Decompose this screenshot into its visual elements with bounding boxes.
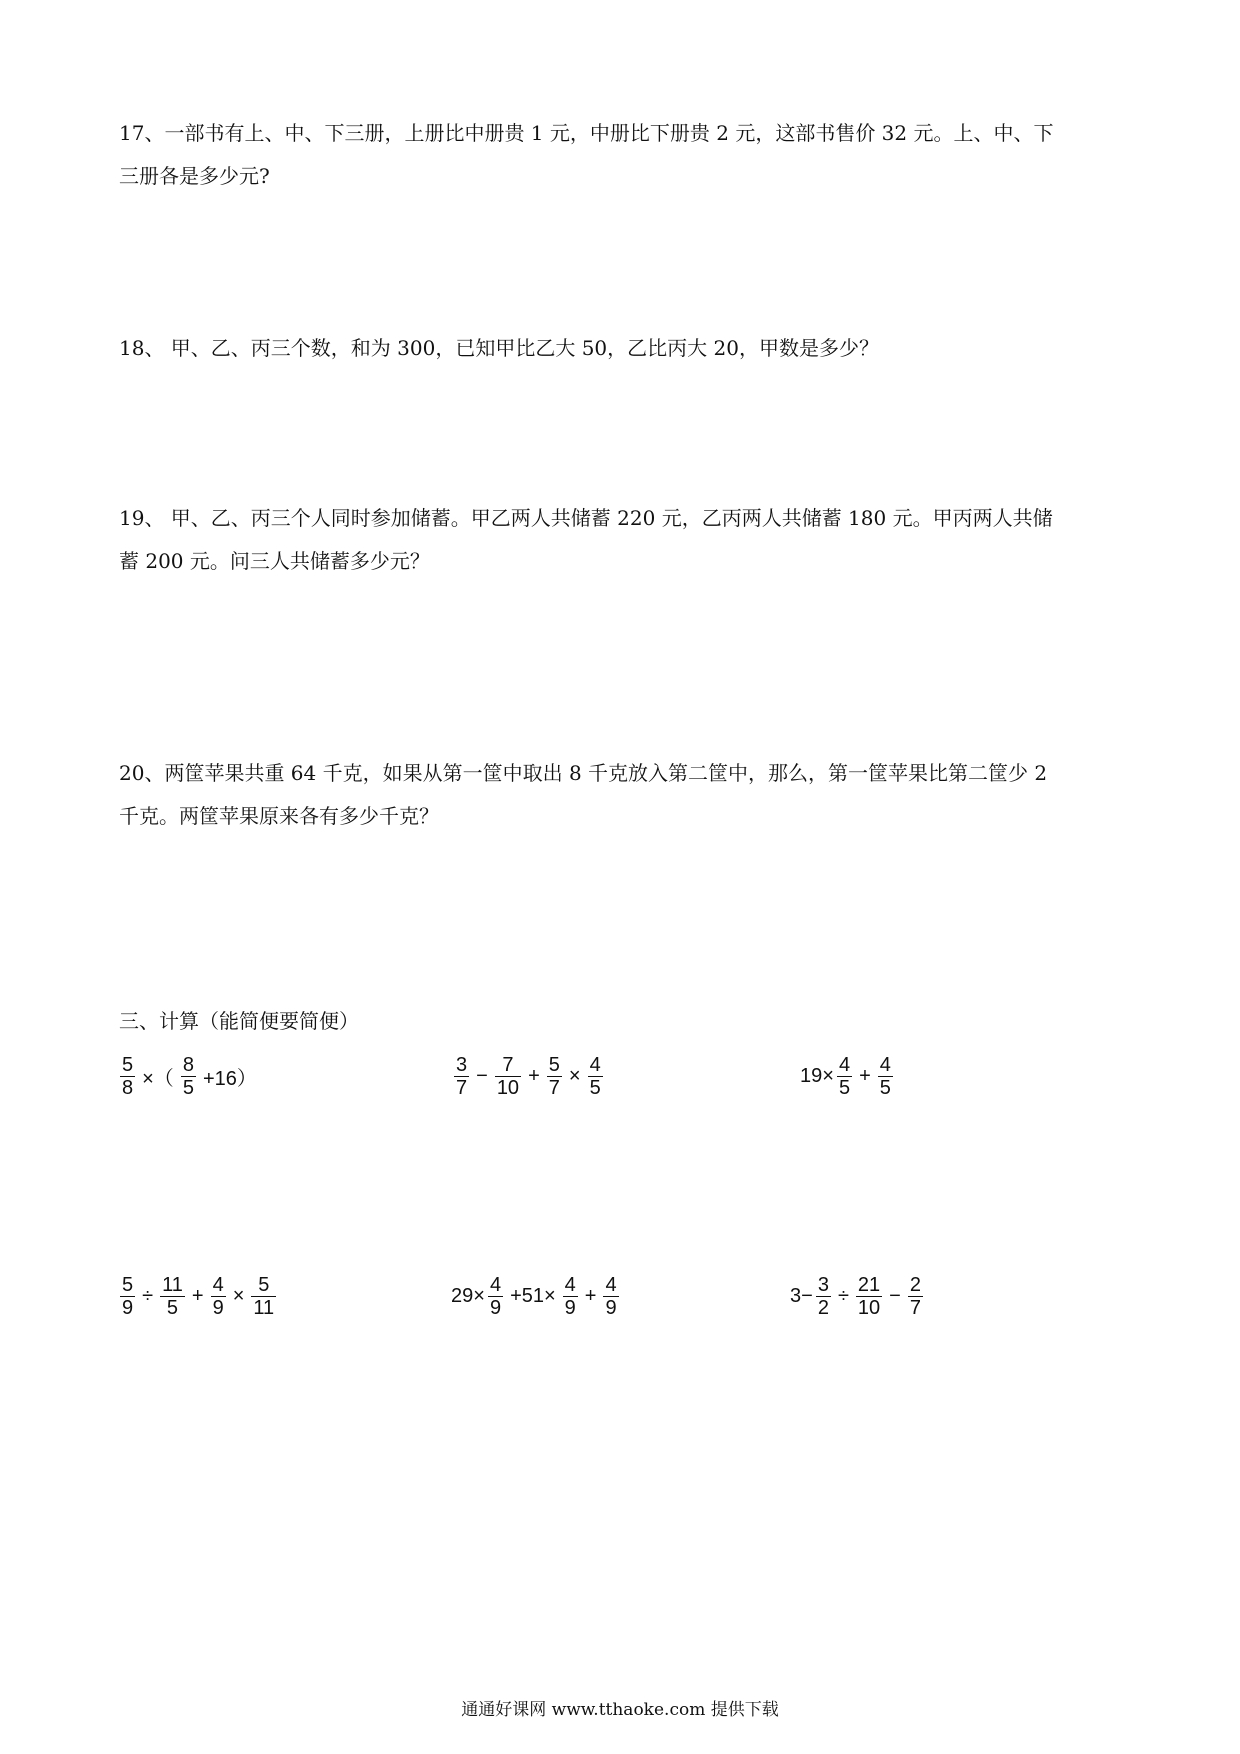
operator: ÷ (142, 1284, 154, 1307)
operator: × (232, 1284, 245, 1307)
operand: 29× (451, 1284, 485, 1307)
fraction: $\frac{4}{9}$ (605, 1273, 617, 1319)
calc-expression-2 (451, 1048, 606, 1104)
calc-expression-1 (117, 1048, 261, 1104)
operator: +16） (202, 1067, 257, 1090)
fraction: $\frac{7}{10}$ (496, 1053, 520, 1099)
fraction: $\frac{21}{10}$ (857, 1273, 881, 1319)
question-18 (119, 327, 1119, 370)
fraction: $\frac{3}{2}$ (817, 1273, 829, 1319)
fraction: $\frac{3}{7}$ (456, 1053, 468, 1099)
question-20 (119, 752, 1119, 838)
fraction: $\frac{4}{5}$ (589, 1053, 601, 1099)
calc-expression-3 (800, 1048, 896, 1104)
operand: 3− (790, 1284, 813, 1307)
calc-expression-4 (117, 1268, 279, 1324)
operator: + (859, 1064, 871, 1087)
question-19-line2: 蓄 200 元。问三人共储蓄多少元？ (119, 549, 430, 573)
page-footer: 通通好课网 www.tthaoke.com 提供下载 (461, 1700, 779, 1720)
operator: − (889, 1284, 901, 1307)
fraction: $\frac{4}{9}$ (564, 1273, 576, 1319)
operator: + (584, 1284, 597, 1307)
question-17 (119, 112, 1119, 198)
fraction: $\frac{5}{11}$ (253, 1273, 275, 1319)
fraction: $\frac{5}{7}$ (548, 1053, 560, 1099)
question-19-line1: 19、 甲、乙、丙三个人同时参加储蓄。甲乙两人共储蓄 220 元，乙丙两人共储蓄 180 元。甲丙两人共储 (119, 506, 1053, 530)
calc-expression-6 (790, 1268, 926, 1324)
operator: + (528, 1064, 540, 1087)
fraction: $\frac{4}{5}$ (838, 1053, 851, 1099)
fraction: $\frac{5}{9}$ (122, 1273, 134, 1319)
fraction: $\frac{11}{5}$ (162, 1273, 183, 1319)
operator: − (476, 1064, 488, 1087)
question-20-line2: 千克。两筐苹果原来各有多少千克？ (119, 804, 439, 828)
question-20-line1: 20、两筐苹果共重 64 千克，如果从第一筐中取出 8 千克放入第二筐中，那么，第一筐苹果比第二筐少 2 (119, 761, 1048, 785)
operator: ×（ (142, 1067, 174, 1090)
fraction: $\frac{2}{7}$ (909, 1273, 921, 1319)
operator: +51× (510, 1284, 556, 1307)
section-title: 三、计算（能简便要简便） (119, 1009, 359, 1033)
question-19 (119, 497, 1119, 583)
fraction: $\frac{5}{8}$ (122, 1053, 134, 1099)
operator: ÷ (837, 1284, 849, 1307)
fraction: $\frac{4}{5}$ (879, 1053, 891, 1099)
fraction: $\frac{8}{5}$ (182, 1053, 194, 1099)
fraction: $\frac{4}{9}$ (212, 1273, 224, 1319)
question-18-line1: 18、 甲、乙、丙三个数，和为 300，已知甲比乙大 50，乙比丙大 20，甲数是多少？ (119, 336, 879, 360)
calc-expression-5 (451, 1268, 622, 1324)
question-17-line2: 三册各是多少元? (119, 164, 270, 188)
operand: 19× (800, 1064, 834, 1087)
operator: + (191, 1284, 204, 1307)
question-17-line1: 17、一部书有上、中、下三册，上册比中册贵 1 元，中册比下册贵 2 元，这部书售价 32 元。上、中、下 (119, 121, 1054, 145)
operator: × (568, 1064, 581, 1087)
fraction: $\frac{4}{9}$ (489, 1273, 502, 1319)
